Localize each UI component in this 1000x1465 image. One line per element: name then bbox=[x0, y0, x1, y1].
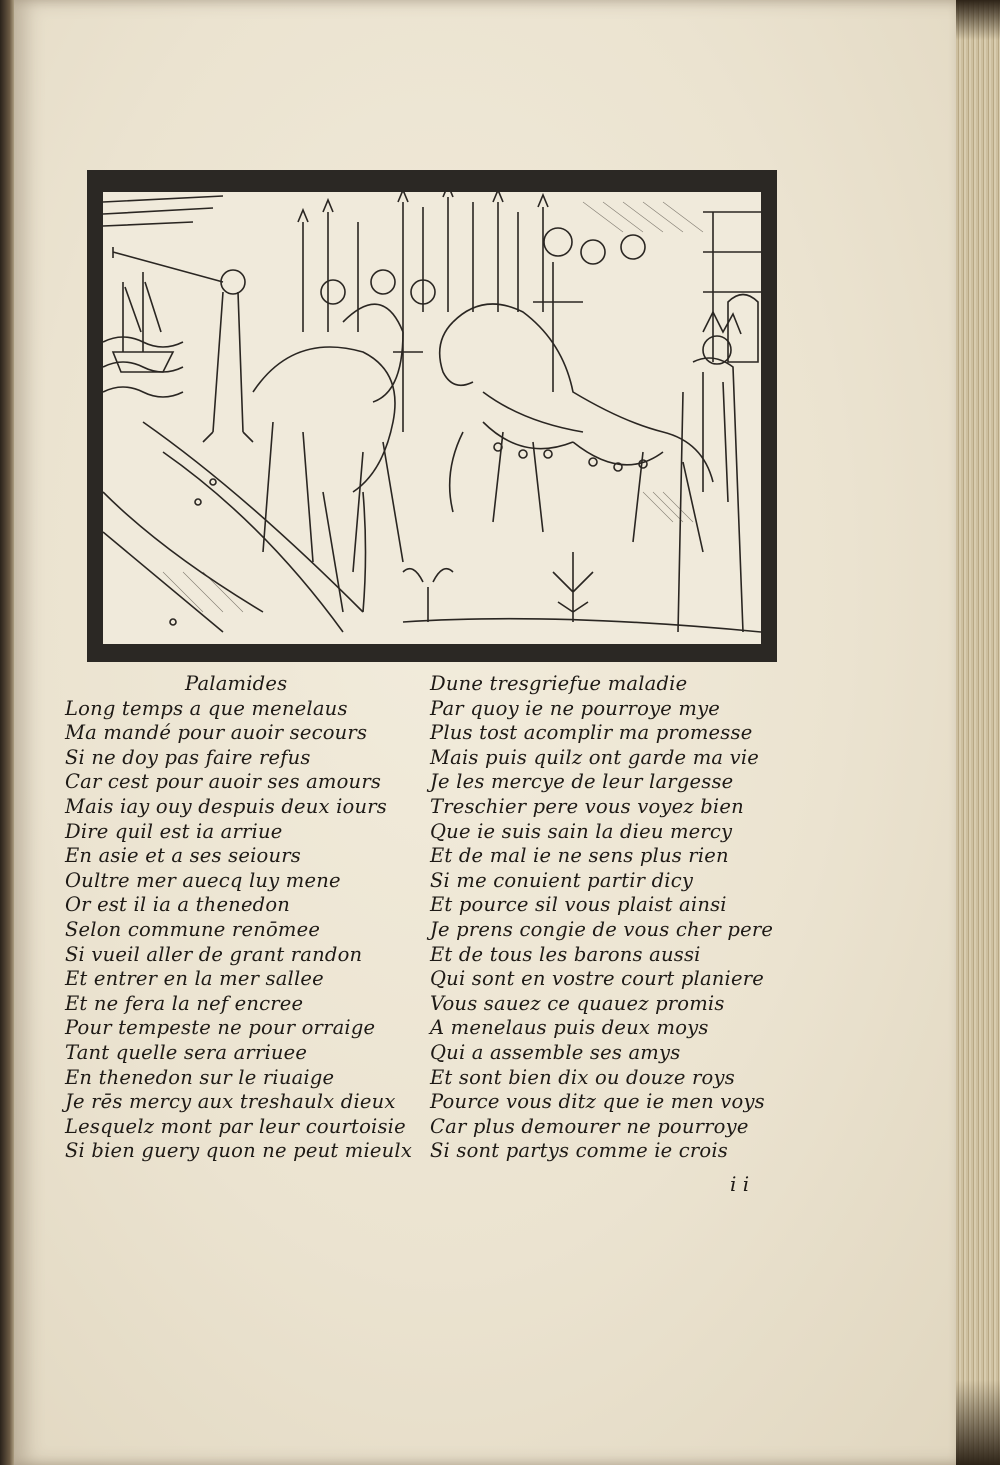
signature-mark: i i bbox=[730, 1172, 750, 1196]
verse-line: Qui sont en vostre court planiere bbox=[430, 967, 764, 991]
verse-line: Par quoy ie ne pourroye mye bbox=[430, 696, 721, 720]
verse-line: Et sont bien dix ou douze roys bbox=[430, 1065, 735, 1089]
verse-line: Pour tempeste ne pour orraige bbox=[65, 1016, 376, 1040]
fore-edge-shadow-bottom bbox=[956, 1380, 1000, 1465]
verse-line: Et pource sil vous plaist ainsi bbox=[430, 893, 727, 917]
verse-line: Or est il ia a thenedon bbox=[65, 893, 291, 917]
verse-line: Si ne doy pas faire refus bbox=[65, 745, 311, 769]
verse-line: Et entrer en la mer sallee bbox=[65, 967, 324, 991]
verse-line: Selon commune renōmee bbox=[65, 917, 321, 941]
verse-line: Si bien guery quon ne peut mieulx bbox=[65, 1139, 413, 1163]
verse-line: Je rēs mercy aux treshaulx dieux bbox=[65, 1090, 396, 1114]
verse-line: Si me conuient partir dicy bbox=[430, 868, 694, 892]
verse-line: Long temps a que menelaus bbox=[65, 696, 348, 720]
woodcut-scene-icon bbox=[103, 192, 761, 644]
verse-line: Mais puis quilz ont garde ma vie bbox=[430, 745, 759, 769]
verse-line: Ma mandé pour auoir secours bbox=[65, 721, 368, 745]
verse-line: Car plus demourer ne pourroye bbox=[430, 1114, 749, 1138]
verse-line: Je prens congie de vous cher pere bbox=[430, 917, 774, 941]
right-verse-column bbox=[430, 672, 774, 1164]
verse-line: Tant quelle sera arriuee bbox=[65, 1040, 308, 1064]
speaker-name: Palamides bbox=[185, 672, 288, 695]
verse-line: Plus tost acomplir ma promesse bbox=[430, 721, 753, 745]
verse-line: Car cest pour auoir ses amours bbox=[65, 770, 382, 794]
verse-line: Treschier pere vous voyez bien bbox=[430, 794, 744, 818]
verse-line: Oultre mer auecq luy mene bbox=[65, 868, 341, 892]
woodcut-illustration bbox=[103, 192, 761, 644]
verse-line: Mais iay ouy despuis deux iours bbox=[65, 794, 387, 818]
verse-line: Et de mal ie ne sens plus rien bbox=[430, 844, 729, 868]
verse-line: Vous sauez ce quauez promis bbox=[430, 991, 725, 1015]
verse-line: Je les mercye de leur largesse bbox=[430, 770, 734, 794]
verse-line: Pource vous ditz que ie men voys bbox=[430, 1090, 765, 1114]
verse-line: En thenedon sur le riuaige bbox=[65, 1065, 335, 1089]
verse-line: Dune tresgriefue maladie bbox=[430, 672, 688, 695]
verse-line: En asie et a ses seiours bbox=[65, 844, 301, 868]
verse-line: Et de tous les barons aussi bbox=[430, 942, 701, 966]
page-fore-edge bbox=[956, 0, 1000, 1465]
verse-line: Dire quil est ia arriue bbox=[65, 819, 283, 843]
left-verse-column bbox=[65, 672, 425, 1164]
verse-line: Et ne fera la nef encree bbox=[65, 991, 304, 1015]
verse-line: Si vueil aller de grant randon bbox=[65, 942, 363, 966]
verse-line: A menelaus puis deux moys bbox=[430, 1016, 709, 1040]
verse-line: Qui a assemble ses amys bbox=[430, 1040, 681, 1064]
verse-line: Que ie suis sain la dieu mercy bbox=[430, 819, 733, 843]
fore-edge-shadow-top bbox=[956, 0, 1000, 40]
verse-line: Lesquelz mont par leur courtoisie bbox=[65, 1114, 406, 1138]
verse-line: Si sont partys comme ie crois bbox=[430, 1139, 729, 1163]
woodcut-illustration-frame bbox=[87, 170, 777, 662]
